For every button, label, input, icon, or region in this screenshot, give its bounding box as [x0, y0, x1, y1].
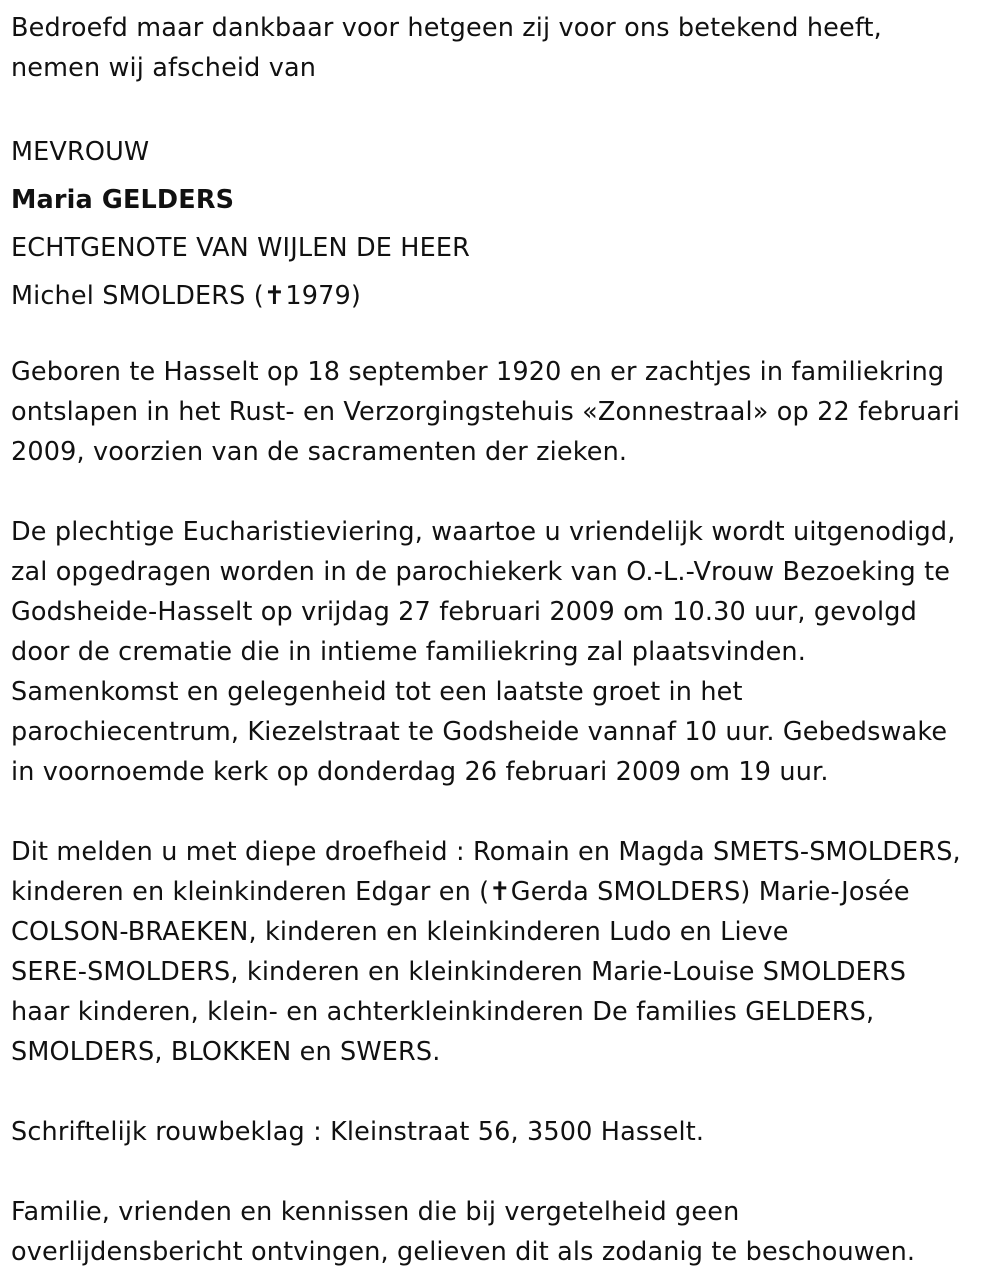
ceremony-line: Samenkomst en gelegenheid tot een laatste groet in het — [11, 677, 743, 707]
spacer — [11, 1072, 1000, 1112]
family-line: SERE-SMOLDERS, kinderen en kleinkinderen Marie-Louise SMOLDERS — [11, 957, 907, 987]
ceremony-line: in voornoemde kerk op donderdag 26 februari 2009 om 19 uur. — [11, 757, 829, 787]
ceremony-line: De plechtige Eucharistieviering, waartoe u vriendelijk wordt uitgenodigd, — [11, 517, 956, 547]
birth-death-paragraph — [11, 352, 1000, 472]
condolence-address: Schriftelijk rouwbeklag : Kleinstraat 56, 3500 Hasselt. — [11, 1117, 705, 1147]
deceased-name: Maria GELDERS — [11, 185, 235, 215]
spacer — [11, 472, 1000, 512]
deceased-block — [11, 128, 1000, 320]
ceremony-paragraph — [11, 512, 1000, 792]
birth-death-line: Geboren te Hasselt op 18 september 1920 en er zachtjes in familiekring — [11, 357, 945, 387]
ceremony-line: Godsheide-Hasselt op vrijdag 27 februari 2009 om 10.30 uur, gevolgd — [11, 597, 917, 627]
birth-death-line: 2009, voorzien van de sacramenten der zieken. — [11, 437, 628, 467]
ceremony-line: parochiecentrum, Kiezelstraat te Godsheide vannaf 10 uur. Gebedswake — [11, 717, 948, 747]
closing-line: Familie, vrienden en kennissen die bij vergetelheid geen — [11, 1197, 740, 1227]
family-line: SMOLDERS, BLOKKEN en SWERS. — [11, 1037, 441, 1067]
spacer — [11, 320, 1000, 352]
intro-paragraph — [11, 8, 1000, 88]
ceremony-line: door de crematie die in intieme familiekring zal plaatsvinden. — [11, 637, 806, 667]
closing-paragraph — [11, 1192, 1000, 1272]
spacer — [11, 1152, 1000, 1192]
family-line: Dit melden u met diepe droefheid : Romain en Magda SMETS-SMOLDERS, — [11, 837, 961, 867]
family-line: COLSON-BRAEKEN, kinderen en kleinkinderen Ludo en Lieve — [11, 917, 789, 947]
family-line: haar kinderen, klein- en achterkleinkinderen De families GELDERS, — [11, 997, 875, 1027]
relation-label: ECHTGENOTE VAN WIJLEN DE HEER — [11, 233, 470, 263]
birth-death-line: ontslapen in het Rust- en Verzorgingstehuis «Zonnestraal» op 22 februari — [11, 397, 960, 427]
spouse-name: Michel SMOLDERS (✝1979) — [11, 281, 361, 311]
honorific: MEVROUW — [11, 137, 150, 167]
family-paragraph — [11, 832, 1000, 1072]
closing-line: overlijdensbericht ontvingen, gelieven dit als zodanig te beschouwen. — [11, 1237, 916, 1267]
condolence-paragraph — [11, 1112, 1000, 1152]
ceremony-line: zal opgedragen worden in de parochiekerk van O.-L.-Vrouw Bezoeking te — [11, 557, 951, 587]
intro-line: Bedroefd maar dankbaar voor hetgeen zij voor ons betekend heeft, — [11, 13, 882, 43]
family-line: kinderen en kleinkinderen Edgar en (✝Gerda SMOLDERS) Marie-Josée — [11, 877, 910, 907]
spacer — [11, 88, 1000, 128]
intro-line: nemen wij afscheid van — [11, 53, 317, 83]
spacer — [11, 792, 1000, 832]
